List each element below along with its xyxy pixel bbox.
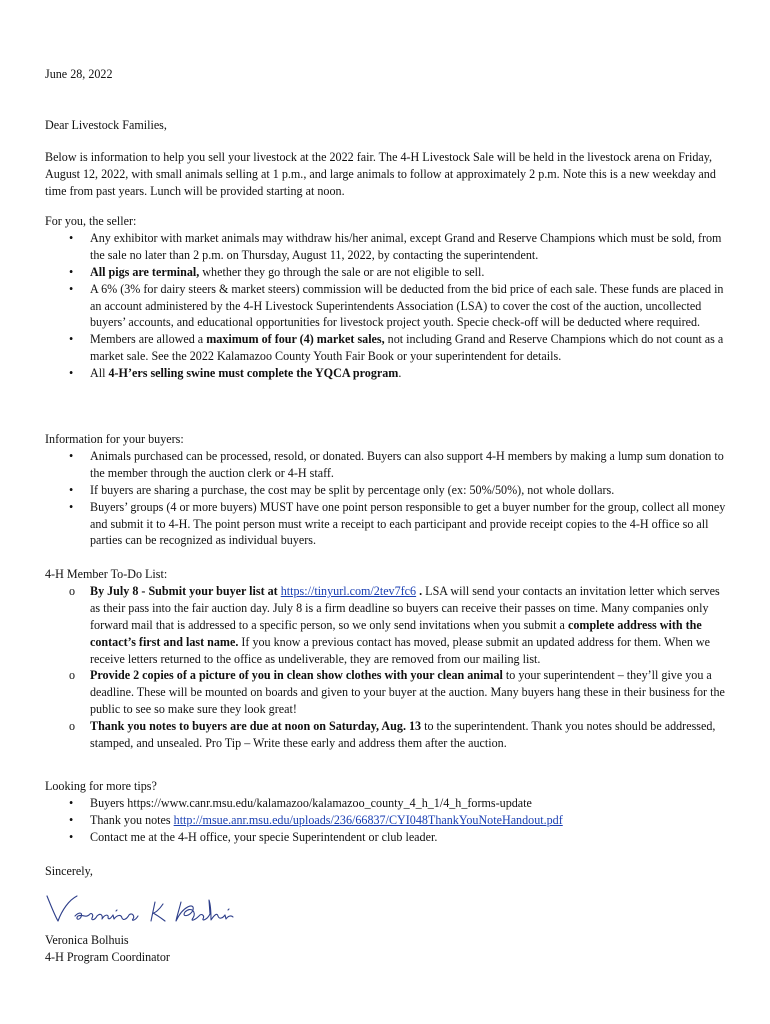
list-item: • Thank you notes http://msue.anr.msu.edu/uploads/236/66837/CYI048ThankYouNoteHandout.pdf [45, 812, 730, 829]
todo-section [45, 566, 730, 752]
list-item: • Members are allowed a maximum of four (4) market sales, not including Grand and Reserve Champions which do not count as a market sale. See the 2022 Kalamazoo County Youth Fair Book or your superintendent for details. [45, 331, 730, 365]
intro-paragraph: Below is information to help you sell your livestock at the 2022 fair. The 4-H Livestock Sale will be held in the livestock arena on Friday, August 12, 2022, with small animals selling at 1 p.m., and large animals to follow at approximately 2 p.m. Note this is a new weekday and time from past years. Lunch will be provided starting at noon. [45, 150, 716, 198]
list-item: • Contact me at the 4-H office, your specie Superintendent or club leader. [45, 829, 730, 846]
list-item: • Animals purchased can be processed, resold, or donated. Buyers can also support 4-H members by making a lump sum donation to the member through the auction clerk or 4-H staff. [45, 448, 730, 482]
signer-title: 4-H Program Coordinator [45, 950, 170, 964]
list-item: • Buyers https://www.canr.msu.edu/kalamazoo/kalamazoo_county_4_h_1/4_h_forms-update [45, 795, 730, 812]
thank-you-handout-link[interactable]: http://msue.anr.msu.edu/uploads/236/66837/CYI048ThankYouNoteHandout.pdf [173, 812, 563, 827]
todo-heading: 4-H Member To-Do List: [45, 567, 168, 581]
buyers-list [45, 448, 730, 549]
list-item: • All 4-H’ers selling swine must complete the YQCA program. [45, 365, 730, 382]
list-item: o Thank you notes to buyers are due at noon on Saturday, Aug. 13 to the superintendent. Thank you notes should be addressed, stamped, and unsealed. Pro Tip – Write these early and address them after the auction. [45, 718, 730, 752]
seller-heading: For you, the seller: [45, 214, 137, 228]
list-item: o Provide 2 copies of a picture of you in clean show clothes with your clean animal to your superintendent – they’ll give you a deadline. These will be mounted on boards and given to your buyer at the auction. Many buyers hang these in their business for the public to see so make sure they look great! [45, 667, 730, 718]
seller-list [45, 230, 730, 382]
tips-section [45, 778, 730, 846]
buyers-heading: Information for your buyers: [45, 432, 184, 446]
list-item: • Any exhibitor with market animals may withdraw his/her animal, except Grand and Reserve Champions which must be sold, from the sale no later than 2 p.m. on Thursday, August 11, 2022, by contacting the superintendent. [45, 230, 730, 264]
tips-heading: Looking for more tips? [45, 779, 157, 793]
list-item: • Buyers’ groups (4 or more buyers) MUST have one point person responsible to get a buyer number for the group, collect all money and submit it to 4-H. The point person must write a receipt to each participant and provide receipt copies to the 4-H office so all parties can be recognized as individual buyers. [45, 499, 730, 550]
buyers-section [45, 431, 730, 549]
seller-section [45, 213, 730, 382]
list-item: • All pigs are terminal, whether they go through the sale or are not eligible to sell. [45, 264, 730, 281]
todo-list [45, 583, 730, 752]
signer-name: Veronica Bolhuis [45, 933, 129, 947]
list-item: • A 6% (3% for dairy steers & market steers) commission will be deducted from the bid price of each sale. These funds are placed in an account administered by the 4-H Livestock Superintendents Association (LSA) to cover the cost of the auction, uncollected buyers’ accounts, and educational opportunities for livestock project youth. Specie check-off will be deducted where required. [45, 281, 730, 332]
buyer-list-link[interactable]: https://tinyurl.com/2tev7fc6 [280, 583, 417, 598]
closing: Sincerely, [45, 864, 93, 878]
list-item: • If buyers are sharing a purchase, the cost may be split by percentage only (ex: 50%/50%), not whole dollars. [45, 482, 730, 499]
tips-list [45, 795, 730, 846]
signature-image [45, 888, 235, 928]
salutation: Dear Livestock Families, [45, 118, 167, 132]
list-item: o By July 8 - Submit your buyer list at https://tinyurl.com/2tev7fc6 . LSA will send your contacts an invitation letter which serves as their pass into the fair auction day. July 8 is a firm deadline so buyers can receive their passes on time. Many companies only forward mail that is addressed to a specific person, so we only send invitations when you submit a complete address with the contact’s first and last name. If you know a previous contact has moved, please submit an updated address for them. When we receive letters returned to the office as undeliverable, they are removed from our mailing list. [45, 583, 730, 668]
letter-date: June 28, 2022 [45, 67, 113, 81]
